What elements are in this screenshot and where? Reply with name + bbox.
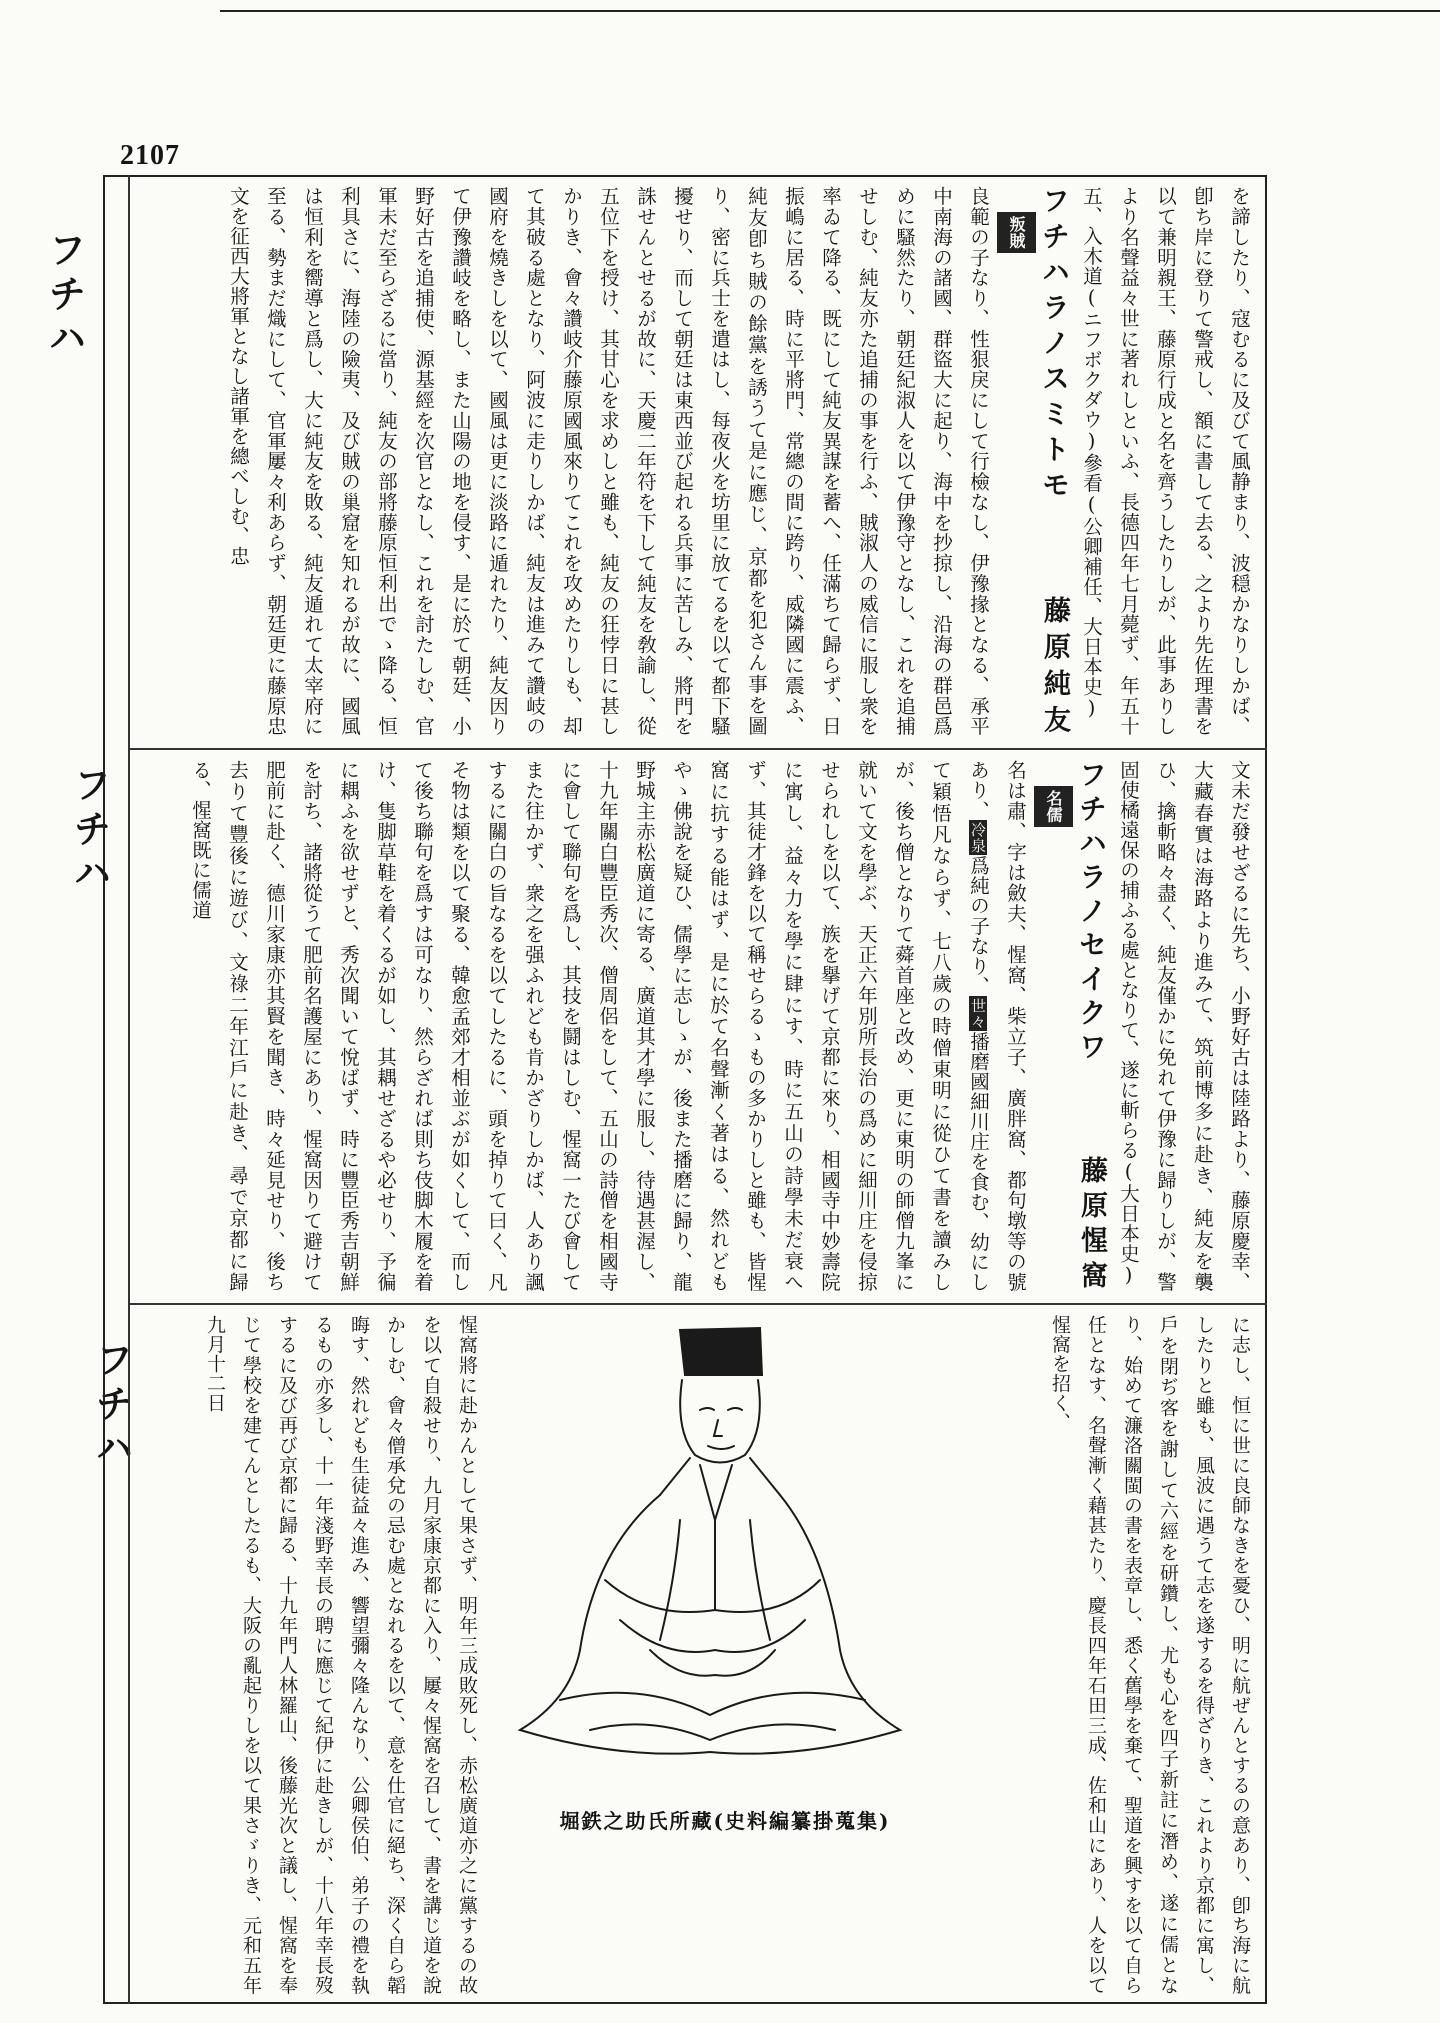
entry-body-seika bbox=[182, 760, 1034, 1292]
section-a-lead: を諦したり、寇むるに及びて風静まり、波穏かなりしかば、卽ち岸に登りて警戒し、額に書して去る、之より先佐理書を以て兼明親王、藤原行成と名を齊うしたりしが、此事ありしより名聲益々世に著れしといふ、長德四年七月薨ず、年五十五、入木道(ニフボクダウ)參看(公卿補任、大日本史) bbox=[1080, 186, 1251, 736]
portrait-illustration bbox=[500, 1320, 920, 1790]
page-number: 2107 bbox=[120, 140, 180, 171]
category-tag-sumitomo: 叛賊 bbox=[997, 212, 1036, 253]
section-b-column bbox=[140, 760, 1258, 1292]
inline-tag-yoyo: 世々 bbox=[969, 997, 987, 1030]
category-tag-seika: 名儒 bbox=[1034, 786, 1073, 827]
section-c-column bbox=[940, 1315, 1258, 1995]
section-a-column bbox=[140, 186, 1258, 736]
entry-heading-seika: フチハラノセイクワ bbox=[1075, 760, 1108, 1066]
section-c-text-right: に志し、恒に世に良師なきを憂ひ、明に航ぜんとするの意あり、卽ち海に航したりと雖も、風波に遇うて志を遂するを得ざりき、これより京都に寓し、戶を閉ぢ客を謝して六經を研鑽し、尤も心を四子新註に潛め、遂に儒となり、始めて濂洛關閩の書を表章し、悉く舊學を棄て、聖道を興すを以て自ら任となす、名聲漸く藉甚たり、慶長四年石田三成、佐和山にあり、人を以て惺窩を招く、 bbox=[1049, 1315, 1251, 1995]
entry-author-seika: 藤原惺窩 bbox=[1076, 1156, 1107, 1292]
section-c-text-left: 惺窩將に赴かんとして果さず、明年三成敗死し、赤松廣道亦之に黨するの故を以て自殺せり、九月家康京都に入り、屢々惺窩を召して、書を講じ道を說かしむ、會々僧承兌の忌む處となれるを以て、意を仕官に絕ち、深く自ら韜晦す、然れども生徒益々進み、響望彌々隆んなり、公卿侯伯、弟子の禮を執るもの亦多し、十一年淺野幸長の聘に應じて紀伊に赴きしが、十八年幸長歿するに及び再び京都に歸る、十九年門人林羅山、後藤光次と議し、惺窩を奉じて學校を建てんとしたるも、大阪の亂起りしを以て果さゞりき、元和五年九月十二日 bbox=[204, 1315, 478, 1995]
running-head-middle: フチハ bbox=[67, 765, 111, 897]
inline-tag-reizei: 冷泉 bbox=[969, 822, 987, 854]
section-b-lead: 文未だ發せざるに先ち、小野好古は陸路より、藤原慶幸、大藏春實は海路より進みて、筑前博多に赴き、純友を襲ひ、擒斬略々盡く、純友僅かに免れて伊豫に歸りしが、警固使橘遠保の捕ふる處となりて、遂に斬らる(大日本史) bbox=[1117, 760, 1251, 1292]
running-head-top: フチハ bbox=[42, 230, 86, 362]
top-rule bbox=[220, 10, 1440, 12]
column-divider bbox=[128, 175, 130, 2004]
entry-author-sumitomo: 藤原純友 bbox=[1039, 595, 1070, 736]
portrait-caption: 堀鉄之助氏所藏(史料編纂掛蒐集) bbox=[559, 1809, 891, 1833]
seika-body-pre: 名は肅、字は斂夫、惺窩、柴立子、廣胖窩、都句墩等の號あり、 bbox=[967, 760, 1027, 1292]
section-c-column-left bbox=[140, 1315, 485, 1995]
divider-lower bbox=[128, 1303, 1267, 1305]
divider-upper bbox=[128, 748, 1267, 750]
running-head-bottom: フチハ bbox=[89, 1340, 133, 1472]
seika-body-mid: 爲純の子なり、 bbox=[967, 855, 990, 996]
entry-heading-sumitomo: フチハラノスミトモ bbox=[1038, 186, 1071, 506]
seika-body-post: 播磨國細川庄を食む、幼にして穎悟凡ならず、七八歲の時僧東明に從ひて書を讀みしが、後ち僧となりて蕣首座と改め、更に東明の師僧九峯に就いて文を學ぶ、天正六年別所長治の爲めに細川庄を侵掠せられしを以て、族を擧げて京都に來り、相國寺中妙壽院に寓し、益々力を學に肆にす、時に五山の詩學未だ衰へず、其徒才鋒を以て稱せらるゝもの多かりしと雖も、皆惺窩に抗する能はず、是に於て名聲漸く著はる、然れどもやゝ佛說を疑ひ、儒學に志しゝが、後また播磨に歸り、龍野城主赤松廣道に寄る、廣道其才學に服し、待遇甚渥し、十九年關白豐臣秀次、僧周侶をして、五山の詩僧を相國寺に會して聯句を爲し、其技を鬪はしむ、惺窩一たび會してまた往かず、衆之を强ふれども肯かざりしかば、人あり諷するに關白の旨なるを以てしたるに、頭を掉りて曰く、凡そ物は類を以て聚る、韓愈孟郊才相並ぶが如くして、而して後ち聯句を爲すは可なり、然らざれば則ち伎脚木履を着け、隻脚草鞋を着くるが如し、其耦せざるや必せり、予徧に耦ふを欲せずと、秀次聞いて悅ばず、時に豐臣秀吉朝鮮を討ち、諸將從うて肥前名護屋にあり、惺窩因りて避けて肥前に赴く、德川家康亦其賢を聞き、時々延見せり、後ち去りて豐後に遊び、文祿二年江戶に赴き、尋で京都に歸る、惺窩既に儒道 bbox=[189, 760, 990, 1292]
entry-body-sumitomo: 良範の子なり、性狠戾にして行檢なし、伊豫掾となる、承平中南海の諸國、群盜大に起り、海中を抄掠し、沿海の群邑爲めに騷然たり、朝廷紀淑人を以て伊豫守となし、これを追捕せしむ、純友亦た追捕の事を行ふ、賊淑人の威信に服し衆を率ゐて降る、既にして純友異謀を蓄へ、任滿ちて歸らず、日振嶋に居る、時に平將門、常總の間に跨り、威隣國に震ふ、純友卽ち賊の餘黨を誘うて是に應じ、京都を犯さん事を圖り、密に兵士を遣はし、每夜火を坊里に放てるを以て都下騷擾せり、而して朝廷は東西並び起れる兵事に苦しみ、將門を誅せんとせるが故に、天慶二年符を下して純友を敎諭し、從五位下を授け、其甘心を求めしと雖も、純友の狂悖日に甚しかりき、會々讚岐介藤原國風來りてこれを攻めたりしも、却て其破る處となり、阿波に走りしかば、純友は進みて讚岐の國府を燒きしを以て、國風は更に淡路に遁れたり、純友因りて伊豫讚岐を略し、また山陽の地を侵す、是に於て朝廷、小野好古を追捕使、源基經を次官となし、これを討たしむ、官軍未だ至らざるに當り、純友の部將藤原恒利出でゝ降る、恒利具さに、海陸の險夷、及び賊の巢窟を知れるが故に、國風は恒利を嚮導と爲し、大に純友を敗る、純友遁れて太宰府に至る、勢まだ熾にして、官軍屢々利あらず、朝廷更に藤原忠文を征西大將軍となし諸軍を總べしむ、忠 bbox=[227, 186, 990, 736]
